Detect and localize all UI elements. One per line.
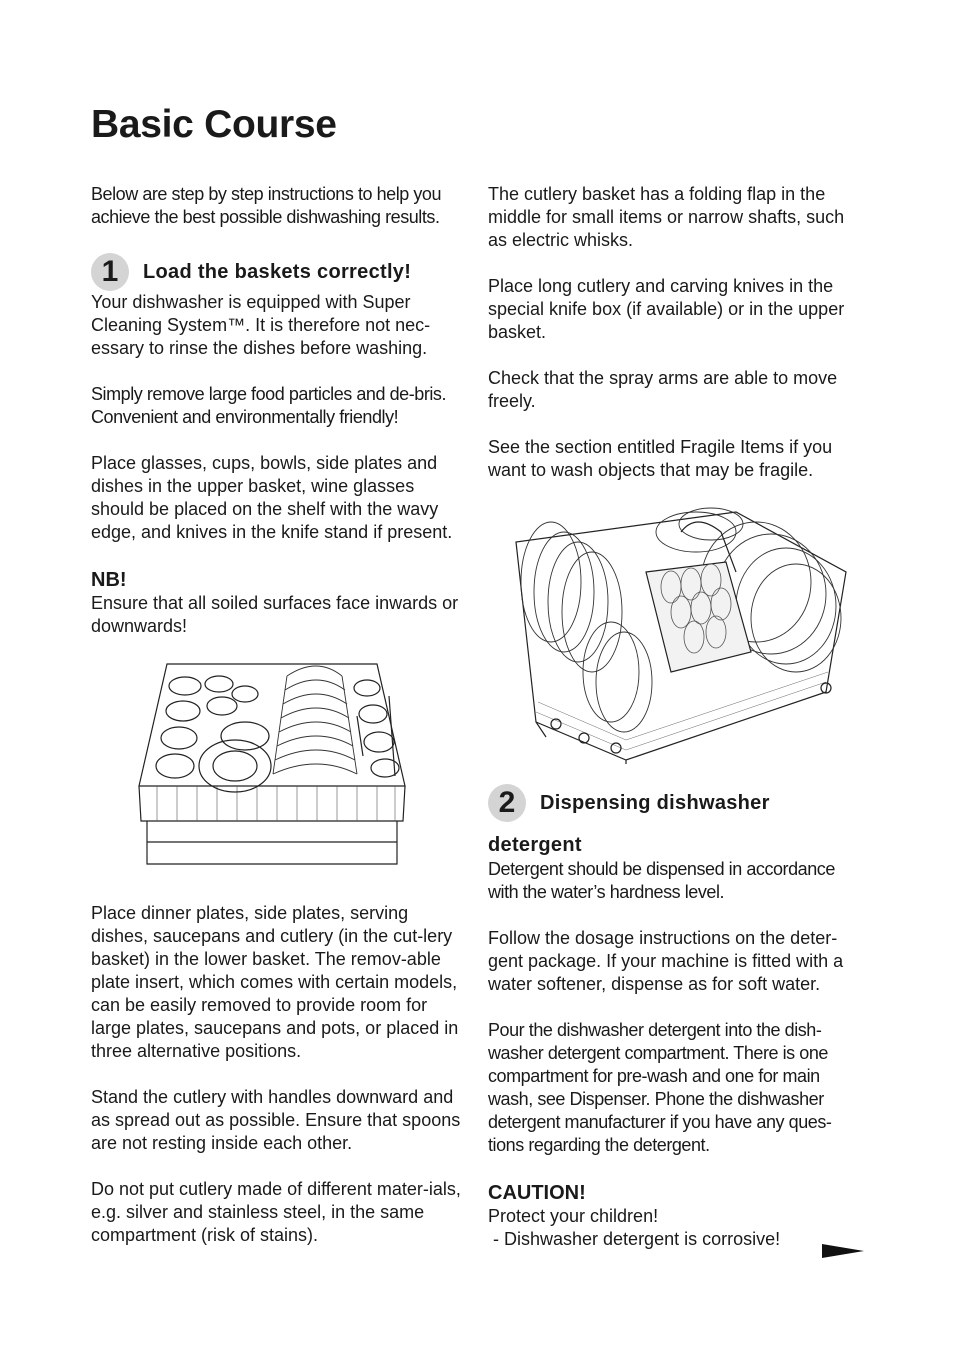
upper-basket-paragraph: Place glasses, cups, bowls, side plates and dishes in the upper basket, wine glasses should be placed on the shelf with the wavy edge, and knives in the knife stand if present.: [91, 453, 453, 542]
intro-paragraph: Below are step by step instructions to help you achieve the best possible dishwashing results.: [91, 184, 442, 227]
compartment-paragraph: Pour the dishwasher detergent into the dish-washer detergent compartment. There is one compartment for pre-wash and one for main wash, see Dispenser. Phone the dishwasher detergent manufacturer if you have any ques-tions regarding the detergent.: [488, 1020, 832, 1155]
upper-basket-illustration: [127, 656, 417, 878]
right-column: [488, 183, 864, 1251]
step-1-number-badge: 1: [91, 253, 129, 291]
long-cutlery-paragraph: Place long cutlery and carving knives in the special knife box (if available) or in the upper basket.: [488, 276, 845, 342]
step-2-heading: [488, 784, 864, 822]
left-column: [91, 183, 467, 1247]
step-2-title-line2: detergent: [488, 834, 582, 856]
caution-line-1: Protect your children!: [488, 1206, 659, 1226]
lower-basket-paragraph: Place dinner plates, side plates, serving dishes, saucepans and cutlery (in the cut-lery basket) in the lower basket. The remov-able plate insert, which comes with certain models, can be easily removed to provide room for large plates, saucepans and pots, or placed in three alternative positions.: [91, 903, 459, 1061]
remove-food-paragraph: Simply remove large food particles and de-bris. Convenient and environmentally friendly!: [91, 384, 447, 427]
nb-text: Ensure that all soiled surfaces face inwards or downwards!: [91, 593, 459, 636]
caution-line-2: - Dishwasher detergent is corrosive!: [488, 1229, 781, 1249]
dosage-paragraph: Follow the dosage instructions on the deter-gent package. If your machine is fitted with a water softener, dispense as for soft water.: [488, 928, 844, 994]
super-cleaning-paragraph: Your dishwasher is equipped with Super Cleaning System™. It is therefore not nec-essary to rinse the dishes before washing.: [91, 292, 431, 358]
nb-heading: NB!: [91, 569, 127, 591]
page-title: Basic Course: [91, 103, 337, 146]
caution-heading: CAUTION!: [488, 1182, 586, 1204]
cutlery-flap-paragraph: The cutlery basket has a folding flap in the middle for small items or narrow shafts, such as electric whisks.: [488, 184, 845, 250]
different-materials-paragraph: Do not put cutlery made of different mater-ials, e.g. silver and stainless steel, in the same compartment (risk of stains).: [91, 1179, 461, 1245]
hardness-paragraph: Detergent should be dispensed in accordance with the water’s hardness level.: [488, 859, 835, 902]
step-1-title: Load the baskets correctly!: [143, 260, 412, 283]
spray-arms-paragraph: Check that the spray arms are able to move freely.: [488, 368, 838, 411]
cutlery-handles-paragraph: Stand the cutlery with handles downward and as spread out as possible. Ensure that spoons are not resting inside each other.: [91, 1087, 461, 1153]
step-2-title-line1: Dispensing dishwasher: [540, 791, 770, 814]
next-page-arrow-icon: [822, 1243, 864, 1259]
lower-basket-illustration: [496, 502, 856, 764]
fragile-items-paragraph: See the section entitled Fragile Items if you want to wash objects that may be fragile.: [488, 437, 833, 480]
step-1-heading: [91, 253, 467, 291]
step-2-number-badge: 2: [488, 784, 526, 822]
